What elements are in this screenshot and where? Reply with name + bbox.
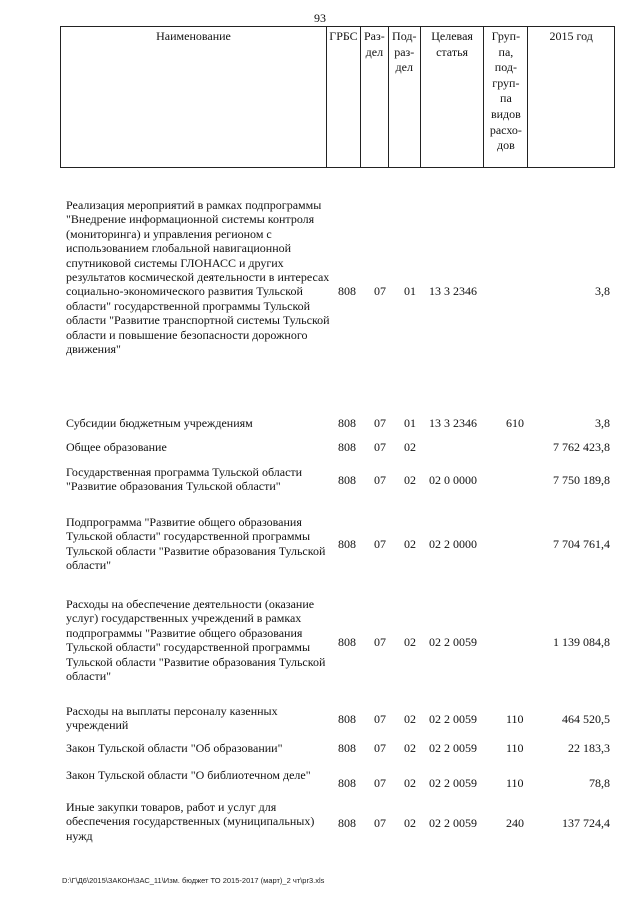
row-podrazdel: 02 bbox=[404, 440, 416, 454]
header-year-2015: 2015 год bbox=[549, 29, 593, 43]
row-name: Закон Тульской области "Об образовании" bbox=[66, 741, 283, 755]
row-grbs: 808 bbox=[338, 776, 356, 790]
row-name: Реализация мероприятий в рамках подпрограммы "Внедрение информационной системы контроля (мониторинга) и управления регионом с использованием глобальной навигационной спутниковой системы ГЛОНАСС и других результатов космической деятельности в интересах социально-экономического развития Тульской области" государственной программы Тульской области "Развитие транспортной системы Тульской области и повышение безопасности дорожного движения" bbox=[66, 198, 330, 357]
row-grbs: 808 bbox=[338, 284, 356, 298]
page-number: 93 bbox=[314, 11, 326, 25]
row-amount-2015: 3,8 bbox=[595, 284, 610, 298]
row-razdel: 07 bbox=[374, 284, 386, 298]
row-razdel: 07 bbox=[374, 776, 386, 790]
row-target-article: 13 3 2346 bbox=[429, 284, 477, 298]
row-grbs: 808 bbox=[338, 816, 356, 830]
row-target-article: 02 0 0000 bbox=[429, 473, 477, 487]
row-name: Иные закупки товаров, работ и услуг для обеспечения государственных (муниципальных) нужд bbox=[66, 800, 315, 843]
row-podrazdel: 02 bbox=[404, 776, 416, 790]
row-target-article: 13 3 2346 bbox=[429, 416, 477, 430]
row-amount-2015: 22 183,3 bbox=[568, 741, 610, 755]
row-target-article: 02 2 0059 bbox=[429, 776, 477, 790]
row-target-article: 02 2 0000 bbox=[429, 537, 477, 551]
row-amount-2015: 137 724,4 bbox=[562, 816, 610, 830]
row-target-article: 02 2 0059 bbox=[429, 635, 477, 649]
row-grbs: 808 bbox=[338, 440, 356, 454]
row-razdel: 07 bbox=[374, 741, 386, 755]
row-grbs: 808 bbox=[338, 416, 356, 430]
row-name: Расходы на обеспечение деятельности (оказание услуг) государственных учреждений в рамках подпрограммы "Развитие общего образования Тульской области" государственной программы Тульской области "Развитие образования Тульской области" bbox=[66, 597, 326, 684]
row-amount-2015: 3,8 bbox=[595, 416, 610, 430]
row-target-article: 02 2 0059 bbox=[429, 712, 477, 726]
row-podrazdel: 01 bbox=[404, 416, 416, 430]
row-grbs: 808 bbox=[338, 635, 356, 649]
file-path-footer: D:\Г\Д6\2015\ЗАКОН\ЗАС_11\Изм. бюджет ТО 2015-2017 (март)_2 чт\pr3.xls bbox=[62, 876, 325, 885]
row-target-article: 02 2 0059 bbox=[429, 741, 477, 755]
row-grbs: 808 bbox=[338, 473, 356, 487]
row-grbs: 808 bbox=[338, 537, 356, 551]
row-grbs: 808 bbox=[338, 741, 356, 755]
row-razdel: 07 bbox=[374, 816, 386, 830]
row-grbs: 808 bbox=[338, 712, 356, 726]
row-target-article: 02 2 0059 bbox=[429, 816, 477, 830]
row-podrazdel: 01 bbox=[404, 284, 416, 298]
row-expense-group: 610 bbox=[506, 416, 524, 430]
row-amount-2015: 7 762 423,8 bbox=[553, 440, 610, 454]
row-razdel: 07 bbox=[374, 537, 386, 551]
header-razdel: Раз- дел bbox=[361, 27, 389, 167]
row-amount-2015: 1 139 084,8 bbox=[553, 635, 610, 649]
row-podrazdel: 02 bbox=[404, 473, 416, 487]
row-razdel: 07 bbox=[374, 473, 386, 487]
row-podrazdel: 02 bbox=[404, 635, 416, 649]
row-amount-2015: 464 520,5 bbox=[562, 712, 610, 726]
row-podrazdel: 02 bbox=[404, 741, 416, 755]
table-header bbox=[60, 26, 615, 168]
row-expense-group: 240 bbox=[506, 816, 524, 830]
header-name: Наименование bbox=[61, 27, 327, 167]
row-name: Закон Тульской области "О библиотечном деле" bbox=[66, 768, 311, 782]
row-name: Расходы на выплаты персоналу казенных учреждений bbox=[66, 704, 278, 733]
row-name: Государственная программа Тульской области "Развитие образования Тульской области" bbox=[66, 465, 303, 494]
header-podrazdel: Под- раз- дел bbox=[389, 27, 421, 167]
row-razdel: 07 bbox=[374, 712, 386, 726]
row-amount-2015: 7 704 761,4 bbox=[553, 537, 610, 551]
row-expense-group: 110 bbox=[506, 712, 524, 726]
row-name: Субсидии бюджетным учреждениям bbox=[66, 416, 253, 430]
row-razdel: 07 bbox=[374, 635, 386, 649]
row-amount-2015: 78,8 bbox=[589, 776, 610, 790]
row-podrazdel: 02 bbox=[404, 537, 416, 551]
row-expense-group: 110 bbox=[506, 741, 524, 755]
row-name: Подпрограмма "Развитие общего образования Тульской области" государственной программы Тульской области "Развитие образования Тульской области" bbox=[66, 515, 326, 573]
row-razdel: 07 bbox=[374, 416, 386, 430]
row-podrazdel: 02 bbox=[404, 712, 416, 726]
row-amount-2015: 7 750 189,8 bbox=[553, 473, 610, 487]
row-name: Общее образование bbox=[66, 440, 167, 454]
header-grbs: ГРБС bbox=[327, 27, 361, 167]
row-razdel: 07 bbox=[374, 440, 386, 454]
header-expense-group: Груп- па, под- груп- па видов расхо- дов bbox=[484, 27, 528, 167]
row-podrazdel: 02 bbox=[404, 816, 416, 830]
row-expense-group: 110 bbox=[506, 776, 524, 790]
header-target-article: Целевая статья bbox=[421, 27, 485, 167]
